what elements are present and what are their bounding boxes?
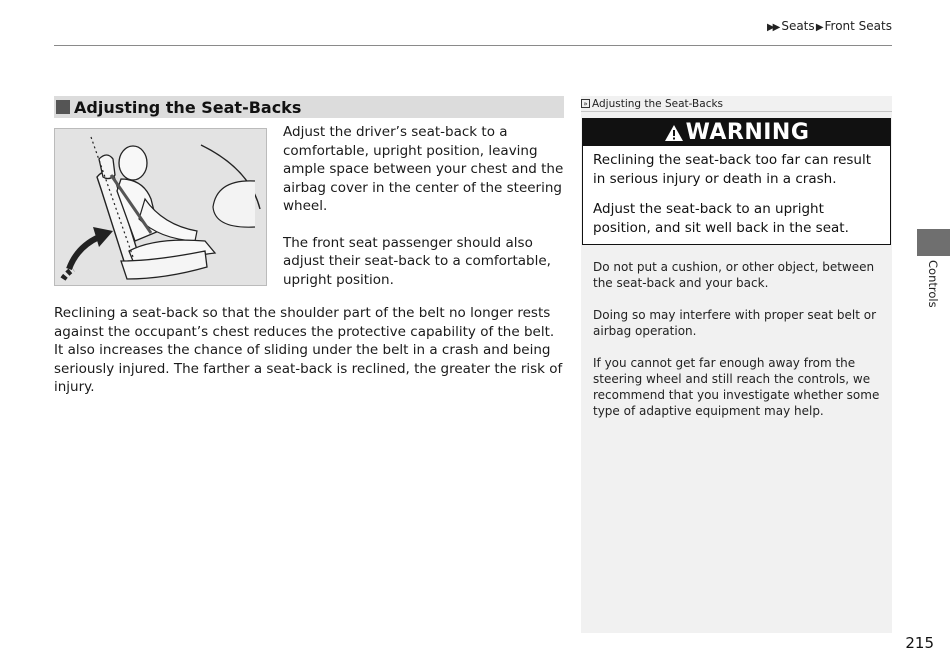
note-interference: Doing so may interfere with proper seat belt or airbag operation. [593,308,877,338]
reference-link-icon: » [581,99,590,108]
warning-triangle-icon [664,124,684,142]
note-adaptive-equipment: If you cannot get far enough away from the steering wheel and still reach the controls, we recommend that you investigate whether some type of adaptive equipment may help. [593,356,880,418]
chapter-tab[interactable] [917,229,950,256]
page-number: 215 [905,634,934,652]
section-header [54,96,564,118]
seat-back-illustration [54,128,267,286]
breadcrumb [767,19,892,33]
intro-paragraph-driver: Adjust the driver’s seat-back to a comfortable, upright position, leaving ample space between your chest and the airbag cover in the center of the steering wheel. [283,124,564,214]
breadcrumb-item-seats[interactable]: Seats [781,19,815,33]
warning-box [582,118,891,245]
warning-paragraph-adjust: Adjust the seat-back to an upright position, and sit well back in the seat. [593,201,849,236]
top-divider [54,45,892,46]
body-paragraph: Reclining a seat-back so that the shoulder part of the belt no longer rests against the occupant’s chest reduces the protective capability of the belt. It also increases the chance of sliding under the belt in a crash and being seriously injured. The farther a seat-back is reclined, the greater the risk of injury. [54,305,563,395]
double-arrow-icon: ▶▶ [766,22,779,33]
sidebar-notes [593,259,881,435]
breadcrumb-item-front-seats[interactable]: Front Seats [824,19,892,33]
square-bullet-icon [56,100,70,114]
warning-paragraph-risk: Reclining the seat-back too far can result in serious injury or death in a crash. [593,152,872,187]
warning-heading [583,119,890,146]
warning-body [583,146,890,237]
seated-driver-illustration [55,129,266,285]
sidebar-reference-label: Adjusting the Seat-Backs [592,97,724,110]
section-title: Adjusting the Seat-Backs [74,97,302,117]
warning-heading-text: WARNING [685,120,810,145]
sidebar-reference[interactable] [581,96,892,112]
intro-paragraph-passenger: The front seat passenger should also adjust their seat-back to a comfortable, upright position. [283,234,551,288]
note-cushion: Do not put a cushion, or other object, between the seat-back and your back. [593,260,875,290]
arrow-icon: ▶ [814,22,822,33]
chapter-label: Controls [926,260,940,308]
intro-text [283,123,568,307]
